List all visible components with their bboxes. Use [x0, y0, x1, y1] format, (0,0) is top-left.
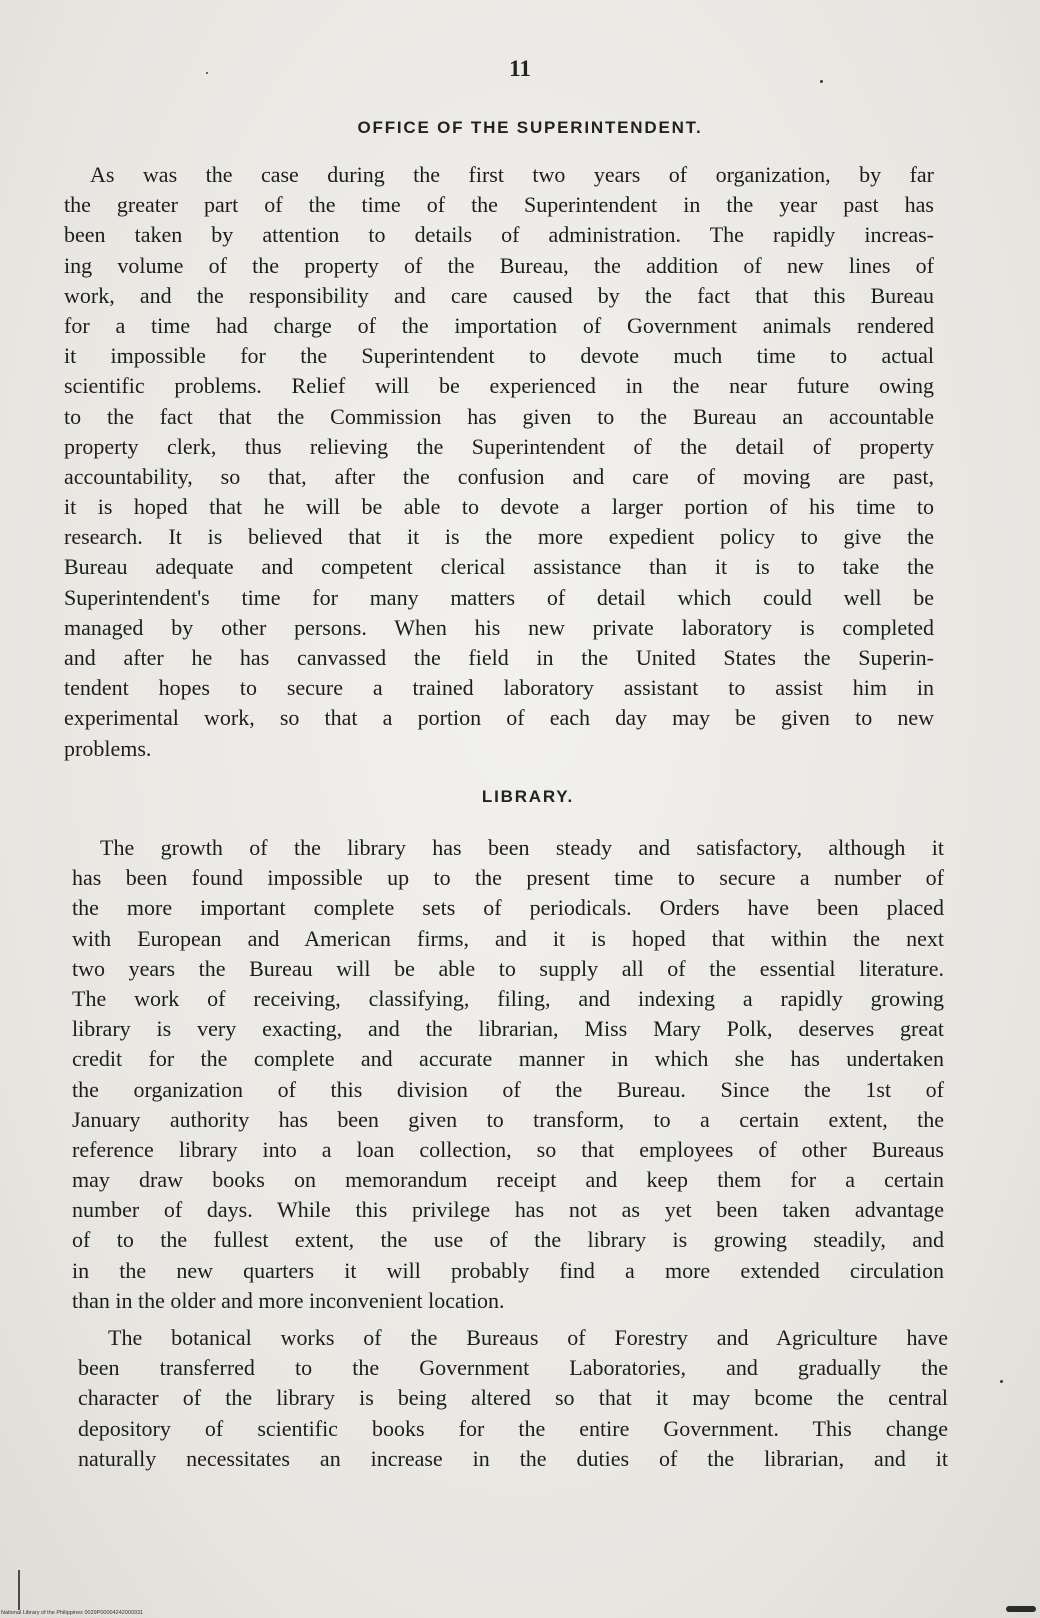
scan-speck [820, 80, 823, 83]
text-line: As was the case during the first two years of organization, by far [90, 162, 934, 187]
text-line: depository of scientific books for the entire Government. This change [78, 1415, 948, 1441]
text-line: of to the fullest extent, the use of the library is growing steadily, and [72, 1227, 944, 1253]
text-line: character of the library is being altered so that it may bcome the central [78, 1385, 948, 1411]
text-line: been taken by attention to details of administration. The rapidly increas- [64, 222, 934, 248]
text-line: managed by other persons. When his new private laboratory is completed [64, 614, 934, 640]
scan-footer-credit: National Library of the Philippines 0029P00004242000931 [1, 1610, 144, 1616]
scan-edge-mark [18, 1570, 20, 1610]
text-line: scientific problems. Relief will be experienced in the near future owing [64, 373, 934, 399]
text-line: it is hoped that he will be able to devote a larger portion of his time to [64, 494, 934, 520]
section-heading-library: LIBRARY. [481, 787, 575, 806]
text-line: been transferred to the Government Laboratories, and gradually the [78, 1355, 948, 1381]
text-line: and after he has canvassed the field in the United States the Superin- [64, 645, 934, 670]
scan-corner-mark [1006, 1606, 1036, 1612]
section-heading-office: OFFICE OF THE SUPERINTENDENT. [357, 118, 703, 137]
paragraph-library-2 [78, 1323, 948, 1474]
text-line: The growth of the library has been steady and satisfactory, although it [100, 835, 944, 860]
text-line: two years the Bureau will be able to supply all of the essential literature. [72, 955, 944, 981]
text-line: the greater part of the time of the Superintendent in the year past has [64, 192, 934, 218]
text-line: may draw books on memorandum receipt and keep them for a certain [72, 1167, 944, 1193]
scan-speck [206, 72, 208, 74]
text-line: The work of receiving, classifying, filing, and indexing a rapidly growing [72, 985, 944, 1011]
text-line: ing volume of the property of the Bureau, the addition of new lines of [64, 252, 934, 278]
text-line: naturally necessitates an increase in the duties of the librarian, and it [78, 1445, 948, 1471]
text-line: tendent hopes to secure a trained laboratory assistant to assist him in [64, 675, 934, 701]
text-line: credit for the complete and accurate manner in which she has undertaken [72, 1046, 944, 1072]
text-line: in the new quarters it will probably find a more extended circulation [72, 1257, 944, 1283]
text-line: research. It is believed that it is the more expedient policy to give the [64, 524, 934, 550]
text-line: it impossible for the Superintendent to devote much time to actual [64, 343, 934, 369]
text-line: Bureau adequate and competent clerical assistance than it is to take the [64, 554, 934, 580]
text-line: The botanical works of the Bureaus of Forestry and Agriculture have [108, 1325, 948, 1350]
paragraph-library-1 [72, 833, 944, 1316]
text-line: the more important complete sets of periodicals. Orders have been placed [72, 895, 944, 921]
text-line: reference library into a loan collection, so that employees of other Bureaus [72, 1136, 944, 1162]
text-line: number of days. While this privilege has not as yet been taken advantage [72, 1197, 944, 1223]
text-line: Superintendent's time for many matters of detail which could well be [64, 584, 934, 610]
text-line: problems. [64, 735, 152, 761]
text-line: work, and the responsibility and care caused by the fact that this Bureau [64, 282, 934, 308]
page-number: 11 [509, 56, 531, 81]
text-line: library is very exacting, and the librarian, Miss Mary Polk, deserves great [72, 1016, 944, 1042]
text-line: accountability, so that, after the confusion and care of moving are past, [64, 463, 934, 489]
text-line: the organization of this division of the Bureau. Since the 1st of [72, 1076, 944, 1102]
text-line: for a time had charge of the importation of Government animals rendered [64, 312, 934, 338]
scan-speck [1000, 1380, 1003, 1383]
text-line: than in the older and more inconvenient location. [72, 1287, 505, 1313]
paragraph-office [64, 160, 934, 764]
text-line: property clerk, thus relieving the Superintendent of the detail of property [64, 433, 934, 459]
text-line: to the fact that the Commission has given to the Bureau an accountable [64, 403, 934, 429]
text-line: experimental work, so that a portion of each day may be given to new [64, 705, 934, 731]
text-line: with European and American firms, and it is hoped that within the next [72, 925, 944, 951]
text-line: January authority has been given to transform, to a certain extent, the [72, 1106, 944, 1132]
text-line: has been found impossible up to the present time to secure a number of [72, 865, 944, 891]
